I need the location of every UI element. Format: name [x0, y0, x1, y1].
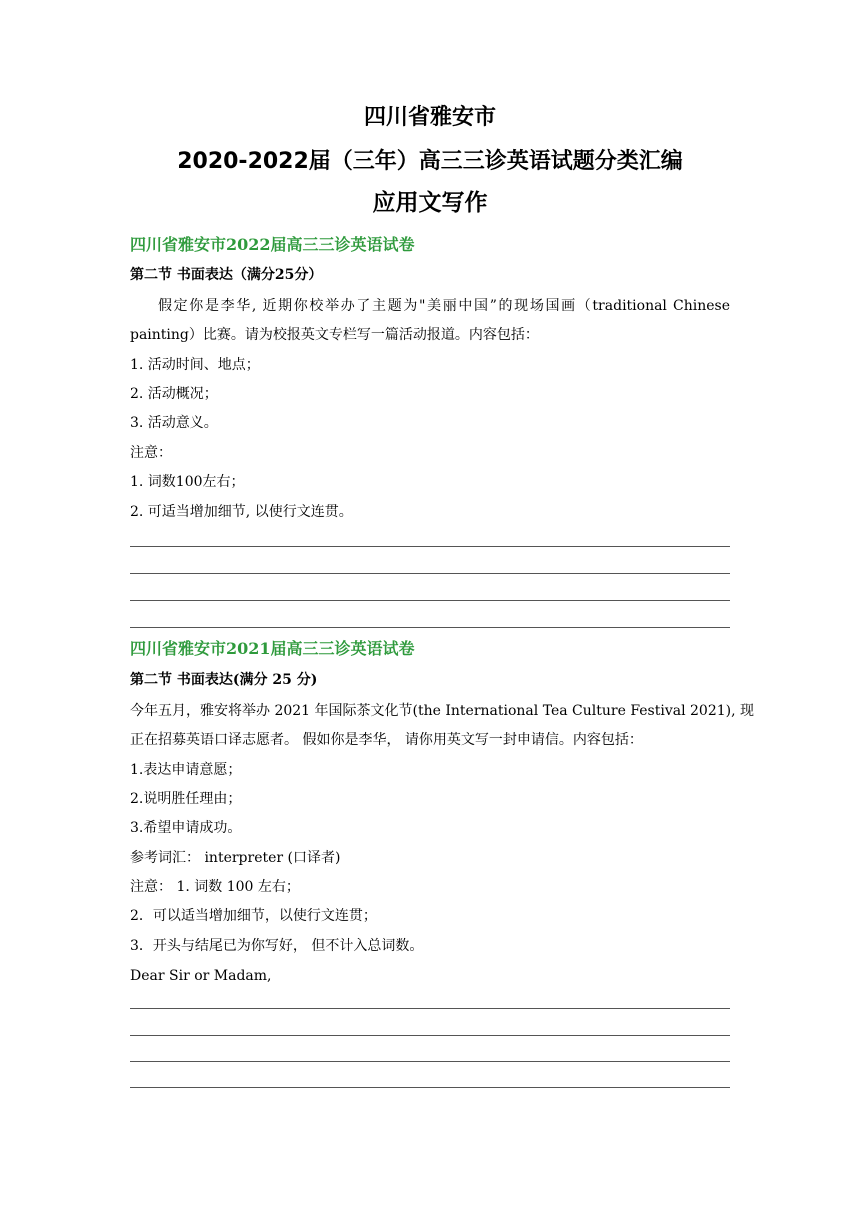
letter-greeting: Dear Sir or Madam, — [130, 968, 272, 984]
section-2022-subheading: 第二节 书面表达（满分25分） — [130, 267, 323, 283]
section-2022-note-2: 2. 可适当增加细节, 以使行文连贯。 — [130, 504, 353, 520]
section-2021-heading: 四川省雅安市2021届高三三诊英语试卷 — [130, 639, 415, 658]
section-2022-item-1: 1. 活动时间、地点； — [130, 357, 260, 373]
section-2021-prompt-line1: 今年五月，雅安将举办 2021 年国际茶文化节(the International Tea Culture Festival 2021), 现 — [130, 703, 755, 719]
section-2021-item-2: 2.说明胜任理由； — [130, 791, 242, 807]
section-2021-subheading: 第二节 书面表达(满分 25 分) — [130, 672, 318, 688]
section-2022-heading: 四川省雅安市2022届高三三诊英语试卷 — [130, 235, 415, 254]
answer-line — [130, 1087, 730, 1088]
section-2021-note-2: 2．可以适当增加细节，以使行文连贯； — [130, 908, 377, 924]
doc-title-region: 四川省雅安市 — [363, 105, 496, 130]
answer-line — [130, 627, 730, 628]
section-2022-note-1: 1. 词数100左右； — [130, 474, 245, 490]
answer-line — [130, 1035, 730, 1036]
section-2022-prompt-line1: 假定你是李华, 近期你校举办了主题为"美丽中国”的现场国画（traditional Chinese — [158, 298, 730, 314]
section-2021-prompt-line2: 正在招募英语口译志愿者。 假如你是李华， 请你用英文写一封申请信。内容包括： — [130, 732, 643, 748]
answer-line — [130, 546, 730, 547]
section-2021-note-3: 3．开头与结尾已为你写好， 但不计入总词数。 — [130, 938, 424, 954]
answer-line — [130, 1008, 730, 1009]
doc-title-series: 2020-2022届（三年）高三三诊英语试题分类汇编 — [177, 149, 683, 174]
section-2021-vocab: 参考词汇： interpreter (口译者) — [130, 850, 341, 866]
section-2022-item-2: 2. 活动概况； — [130, 386, 218, 402]
doc-title-topic: 应用文写作 — [372, 190, 488, 216]
answer-line — [130, 573, 730, 574]
section-2021-item-3: 3.希望申请成功。 — [130, 820, 242, 836]
section-2022-note-label: 注意： — [130, 445, 172, 461]
answer-line — [130, 600, 730, 601]
section-2021-item-1: 1.表达申请意愿； — [130, 762, 242, 778]
section-2022-item-3: 3. 活动意义。 — [130, 415, 218, 431]
section-2021-note-1: 注意： 1. 词数 100 左右； — [130, 879, 300, 895]
section-2022-prompt-line2: painting）比赛。请为校报英文专栏写一篇活动报道。内容包括： — [130, 327, 539, 343]
answer-line — [130, 1061, 730, 1062]
